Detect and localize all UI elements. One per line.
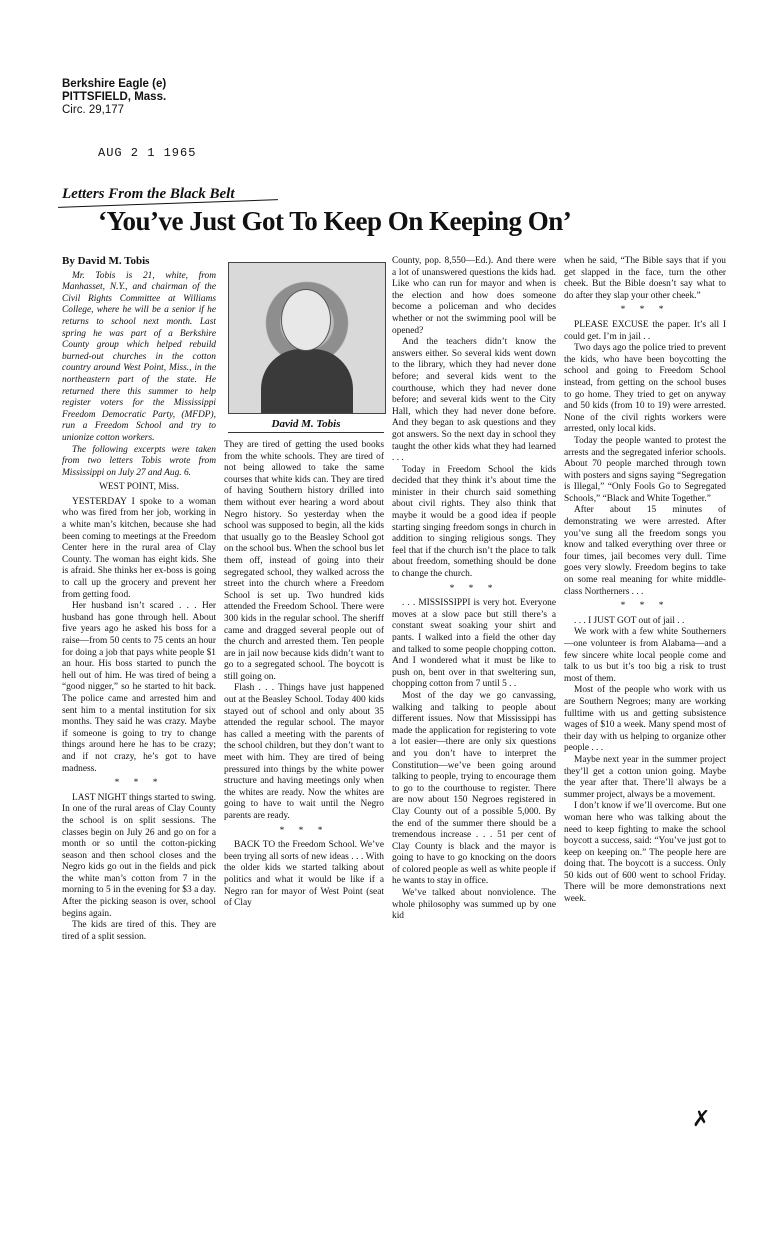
paragraph: And the teachers didn’t know the answers either. So several kids went down to the library, which they had never done before; and several kids went to the courthouse, which they had never done before; and several kids went to the City Hall, which they had never done before. And they began to ask questions and they got answers. So the next day in school they taught the other kids what they had learned . . .	[392, 337, 556, 464]
intro-paragraph: Mr. Tobis is 21, white, from Manhasset, N.Y., and chairman of the Civil Rights Committee at Williams College, where he will be a senior if he returns to school next month. Last spring he was part of a Berkshire County group which helped rebuild burned-out churches in the cotton country around West Point, Miss., in the northeastern part of the state. He returned there this summer to help register voters for the Mississippi Freedom Democratic Party, (MFDP), run a Freedom School and try to unionize cotton workers.	[62, 270, 216, 443]
paragraph: Today the people wanted to protest the arrests and the segregated inferior schools. About 70 people marched through town with posters and signs saying “Segregation is Illegal,” “Only Fools Go to Segregated Schools,” “Black and White Together.”	[564, 435, 726, 504]
photo-figure-face	[281, 289, 331, 351]
paragraph: Flash . . . Things have just happened out at the Beasley School. Today 400 kids stayed out of school and only about 35 attended the regular school. The mayor has called a meeting with the parents of the school children, but they don’t want to meet with him. They are tired of being pressured into things by the white power structure and having meetings only when the whites are ready. Now the whites are going to have to wait until the Negro parents are ready.	[224, 683, 384, 821]
section-break: * * *	[449, 583, 499, 594]
paragraph: YESTERDAY I spoke to a woman who was fired from her job, working in a white man’s kitchen, because she had been coming to meetings at the Freedom Center here in the rural area of Clay County. The woman has eight kids. She is afraid. She thinks her ex-boss is going to call up the grocery and prevent her from getting food.	[62, 496, 216, 600]
photo-caption: David M. Tobis	[271, 418, 341, 430]
publication-city: PITTSFIELD, Mass.	[62, 91, 167, 103]
paragraph: I don’t know if we’ll overcome. But one woman here who was talking about the need to keep fighting to make the school boycott a success, said: “You’ve just got to keep on keeping on.” The people here are doing that. The boycott is a success. Only 50 kids out of 600 went to school Friday. There will be more demonstrations next week.	[564, 801, 726, 905]
paragraph: Most of the people who work with us are Southern Negroes; many are working fulltime with us and getting subsistence wages of $10 a week. Many spend most of their day with us helping to organize other people . . .	[564, 685, 726, 754]
paragraph: We work with a few white Southerners—one volunteer is from Alabama—and a few sincere white local people come and talk to us but it’s too big a risk to trust most of them.	[564, 627, 726, 684]
paragraph: Her husband isn’t scared . . . Her husband has gone through hell. About five years ago he asked his boss for a raise—from 50 cents to 75 cents an hour for doing a job that pays white people $1 an hour. His boss started to punch the hell out of him. He was tired of being a “good nigger,” so he started to hit back. The police came and arrested him and sent him to a mental institution for six months. They said he was crazy. Maybe if someone is going to try to change things around here he has to be crazy; and if not crazy, he’s got to have madness.	[62, 601, 216, 774]
paragraph: County, pop. 8,550—Ed.). And there were a lot of unanswered questions the kids had. Like who can run for mayor and when is the election and how does someone become a policeman and who decides whether or not the swimming pool will be opened?	[392, 256, 556, 336]
paragraph: BACK TO the Freedom School. We’ve been trying all sorts of new ideas . . . With the older kids we started talking about politics and what it would be like if a Negro ran for mayor of West Point (seat of Clay	[224, 840, 384, 909]
paragraph: LAST NIGHT things started to swing. In one of the rural areas of Clay County the school is on split sessions. The classes begin on July 26 and go on for a month or so until the cotton-picking season and then school closes and the Negro kids go out in the fields and pick the white man’s cotton from 7 in the morning to 5 in the evening for $3 a day. After the picking season is over, school begins again.	[62, 792, 216, 919]
paragraph: when he said, “The Bible says that if you get slapped in the face, turn the other cheek. But the Bible doesn’t say what to do after they slap your other cheek.”	[564, 256, 726, 301]
clipping-date: AUG 2 1 1965	[98, 146, 197, 160]
column-1	[62, 256, 216, 943]
column-2	[224, 440, 384, 910]
paragraph: . . . MISSISSIPPI is very hot. Everyone moves at a slow pace but still there’s a constant sweat soaking your shirt and pants. I walked into a field the other day and talked to some people chopping cotton. And I wondered what it must be like to push on, bent over in that sweltering sun, chopping cotton from 7 until 5 . .	[392, 598, 556, 690]
paragraph: Today in Freedom School the kids decided that they think it’s about time the minister in their church said something about civil rights. They also think that maybe it would be a good idea if people starting singing freedom songs in church in addition to singing religious songs. They feel that if the church isn’t the place to talk about freedom, something should be done to change the church.	[392, 464, 556, 580]
author-photo	[228, 262, 386, 414]
column-3	[392, 256, 556, 923]
headline: ‘You’ve Just Got To Keep On Keeping On’	[98, 206, 572, 236]
paragraph: . . . I JUST GOT out of jail . .	[574, 615, 685, 626]
publication-name: Berkshire Eagle (e)	[62, 78, 167, 90]
paragraph: They are tired of getting the used books from the white schools. They are tired of not being allowed to take the same courses that white kids can. They are tired of having Southern history drilled into them without ever hearing a word about Negro history. So yesterday when the school was supposed to begin, all the kids that usually go to the Beasley School got on the school bus. When the school bus let them off, instead of going into their segregated school, they walked across the street into the church where a Freedom School is set up. Two hundred kids attended the Freedom School. There were 300 kids in the regular school. The sheriff came and dragged several people out of the church and arrested them. Ten people are in jail now because kids didn’t want to go to a segregated school. The boycott is still going on.	[224, 440, 384, 682]
kicker: Letters From the Black Belt	[62, 186, 235, 202]
paragraph: Two days ago the police tried to prevent the kids, who have been boycotting the school and going to Freedom School instead, from getting on the school buses to go home. They tried to get on anyway and 50 kids (from 10 to 19) were arrested. None of the civil rights workers were arrested, only local kids.	[564, 343, 726, 435]
paragraph: After about 15 minutes of demonstrating we were arrested. After you’ve sung all the freedom songs you know and talked everything over three or four times, jail becomes very dull. Time goes very slowly. Freedom begins to take on some real meaning for white middle-class Northerners . . .	[564, 505, 726, 597]
paragraph: PLEASE EXCUSE the paper. It’s all I could get. I’m in jail . .	[564, 319, 726, 342]
paragraph: Most of the day we go canvassing, walking and talking to people about different issues. Now that Mississippi has made the application for registering to vote a lot easier—there are only six questions and you don’t have to interpret the Constitution—we’ve been going around talking to people, trying to encourage them to go to the courthouse to register. There are now about 150 Negroes registered in Clay County out of a possible 5,000. By the end of the summer there should be a tremendous increase . . . 51 per cent of Clay County is black and the mayor is going to have to go knocking on the doors of colored people as well as white people if he wants to stay in office.	[392, 690, 556, 887]
dateline: WEST POINT, Miss.	[99, 482, 179, 493]
paragraph: We’ve talked about nonviolence. The whole philosophy was summed up by one kid	[392, 888, 556, 922]
section-break: * * *	[279, 825, 329, 836]
section-break: * * *	[620, 305, 670, 316]
check-mark-icon: ✗	[692, 1106, 711, 1131]
byline: By David M. Tobis	[62, 255, 150, 267]
intro-paragraph: The following excerpts were taken from two letters Tobis wrote from Mississippi on July 27 and Aug. 6.	[62, 444, 216, 478]
caption-rule	[228, 432, 384, 433]
paragraph: Maybe next year in the summer project they’ll get a cotton union going. Maybe the year after that. There’ll always be a summer project, always be a movement.	[564, 754, 726, 800]
paragraph: The kids are tired of this. They are tired of a split session.	[62, 920, 216, 942]
section-break: * * *	[114, 778, 164, 789]
photo-figure-body	[261, 349, 353, 413]
publication-circulation: Circ. 29,177	[62, 104, 125, 116]
publication-block	[62, 78, 166, 117]
section-break: * * *	[620, 601, 670, 612]
column-4	[564, 256, 726, 906]
